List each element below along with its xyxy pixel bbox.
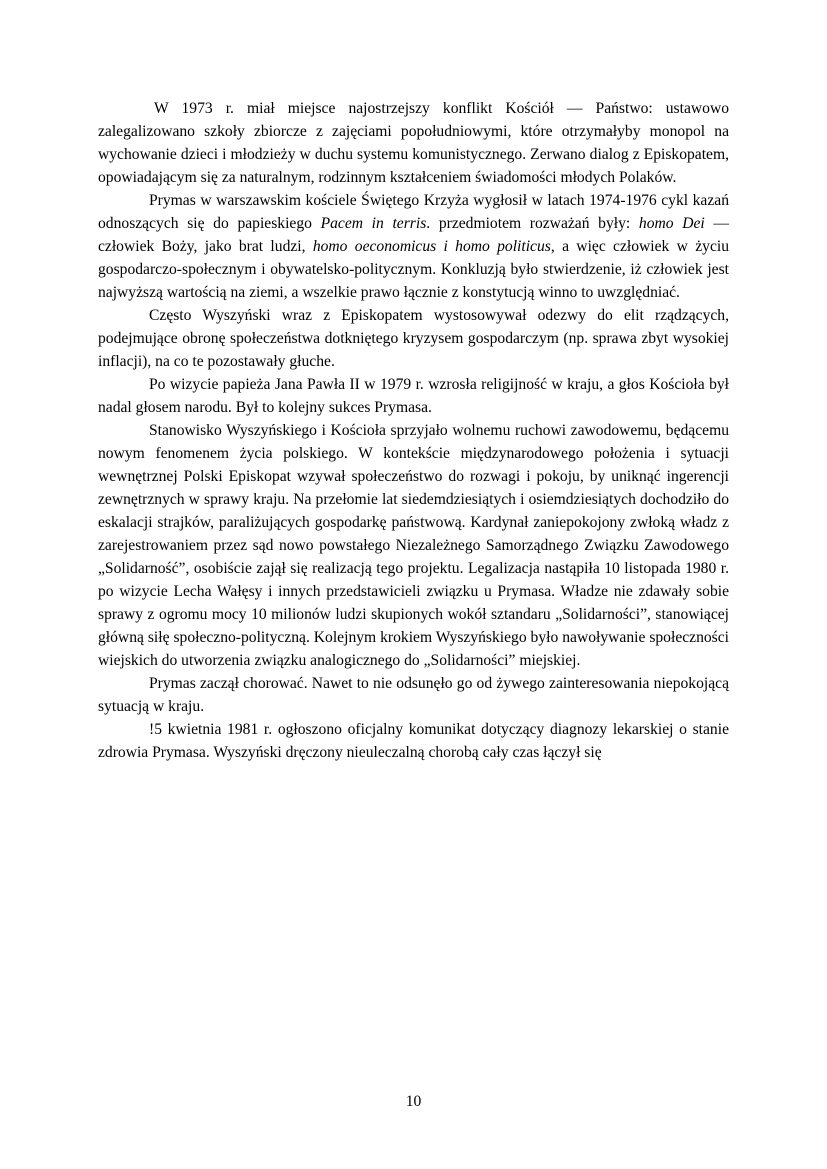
paragraph-5 — [98, 419, 729, 672]
paragraph-3 — [98, 304, 729, 373]
italic-title-pacem-in-terris: Pacem in terris — [320, 215, 427, 232]
italic-term-homo-oeconomicus: homo oeconomicus i homo politicus — [312, 238, 551, 255]
paragraph-text: Prymas w warszawskim kościele Świętego Krzyża wygłosił w latach 1974-1976 cykl kazań odnoszących się do papieskiego — [98, 192, 729, 232]
italic-term-homo-dei: homo Dei — [638, 215, 705, 232]
paragraph-4 — [98, 373, 729, 419]
paragraph-text: Często Wyszyński wraz z Episkopatem wystosowywał odezwy do elit rządzących, podejmujące obronę społeczeństwa dotkniętego kryzysem gospodarczym (np. sprawa zbyt wysokiej inflacji), na co te pozostawały głuche. — [98, 307, 729, 370]
paragraph-1 — [98, 97, 729, 189]
paragraph-text: , a więc człowiek w życiu gospodarczo-społecznym i obywatelsko-politycznym. Konkluzją było stwierdzenie, iż człowiek jest najwyższą wartością na ziemi, a wszelkie prawo łącznie z konstytucją winno to uwzględniać. — [98, 238, 730, 301]
paragraph-text: !5 kwietnia 1981 r. ogłoszono oficjalny komunikat dotyczący diagnozy lekarskiej o stanie zdrowia Prymasa. Wyszyński dręczony nieuleczalną chorobą cały czas łączył się — [98, 721, 729, 761]
paragraph-text: Stanowisko Wyszyńskiego i Kościoła sprzyjało wolnemu ruchowi zawodowemu, będącemu nowym fenomenem życia polskiego. W kontekście międzynarodowego położenia i sytuacji wewnętrznej Polski Episkopat wzywał społeczeństwo do rozwagi i pokoju, by uniknąć ingerencji zewnętrznych w sprawy kraju. Na przełomie lat siedemdziesiątych i osiemdziesiątych dochodziło do eskalacji strajków, paraliżujących gospodarkę państwową. Kardynał zaniepokojony zwłoką władz z zarejestrowaniem przez sąd nowo powstałego Niezależnego Samorządnego Związku Zawodowego „Solidarność”, osobiście zajął się realizacją tego projektu. Legalizacja nastąpiła 10 listopada 1980 r. po wizycie Lecha Wałęsy i innych przedstawicieli związku u Prymasa. Władze nie zdawały sobie sprawy z ogromu mocy 10 milionów ludzi skupionych wokół sztandaru „Solidarności”, stanowiącej główną siłę społeczno-polityczną. Kolejnym krokiem Wyszyńskiego było nawoływanie społeczności wiejskich do utworzenia związku analogicznego do „Solidarności” miejskiej. — [98, 422, 729, 669]
paragraph-text: . przedmiotem rozważań były: — [426, 215, 639, 232]
paragraph-7 — [98, 718, 729, 764]
page-number: 10 — [405, 1093, 422, 1110]
paragraph-text: W 1973 r. miał miejsce najostrzejszy konflikt Kościół — Państwo: ustawowo zalegalizowano szkoły zbiorcze z zajęciami popołudniowymi, które otrzymałyby monopol na wychowanie dzieci i młodzieży w duchu systemu komunistycznego. Zerwano dialog z Episkopatem, opowiadającym się za naturalnym, rodzinnym kształceniem świadomości młodych Polaków. — [98, 100, 729, 186]
paragraph-text: — człowiek Boży, jako brat ludzi, — [98, 215, 729, 255]
paragraph-6 — [98, 672, 729, 718]
paragraph-text: Prymas zaczął chorować. Nawet to nie odsunęło go od żywego zainteresowania niepokojącą sytuacją w kraju. — [98, 675, 729, 715]
body-text — [98, 97, 729, 764]
paragraph-2 — [98, 189, 729, 304]
paragraph-text: Po wizycie papieża Jana Pawła II w 1979 r. wzrosła religijność w kraju, a głos Kościoła był nadal głosem narodu. Był to kolejny sukces Prymasa. — [98, 376, 729, 416]
